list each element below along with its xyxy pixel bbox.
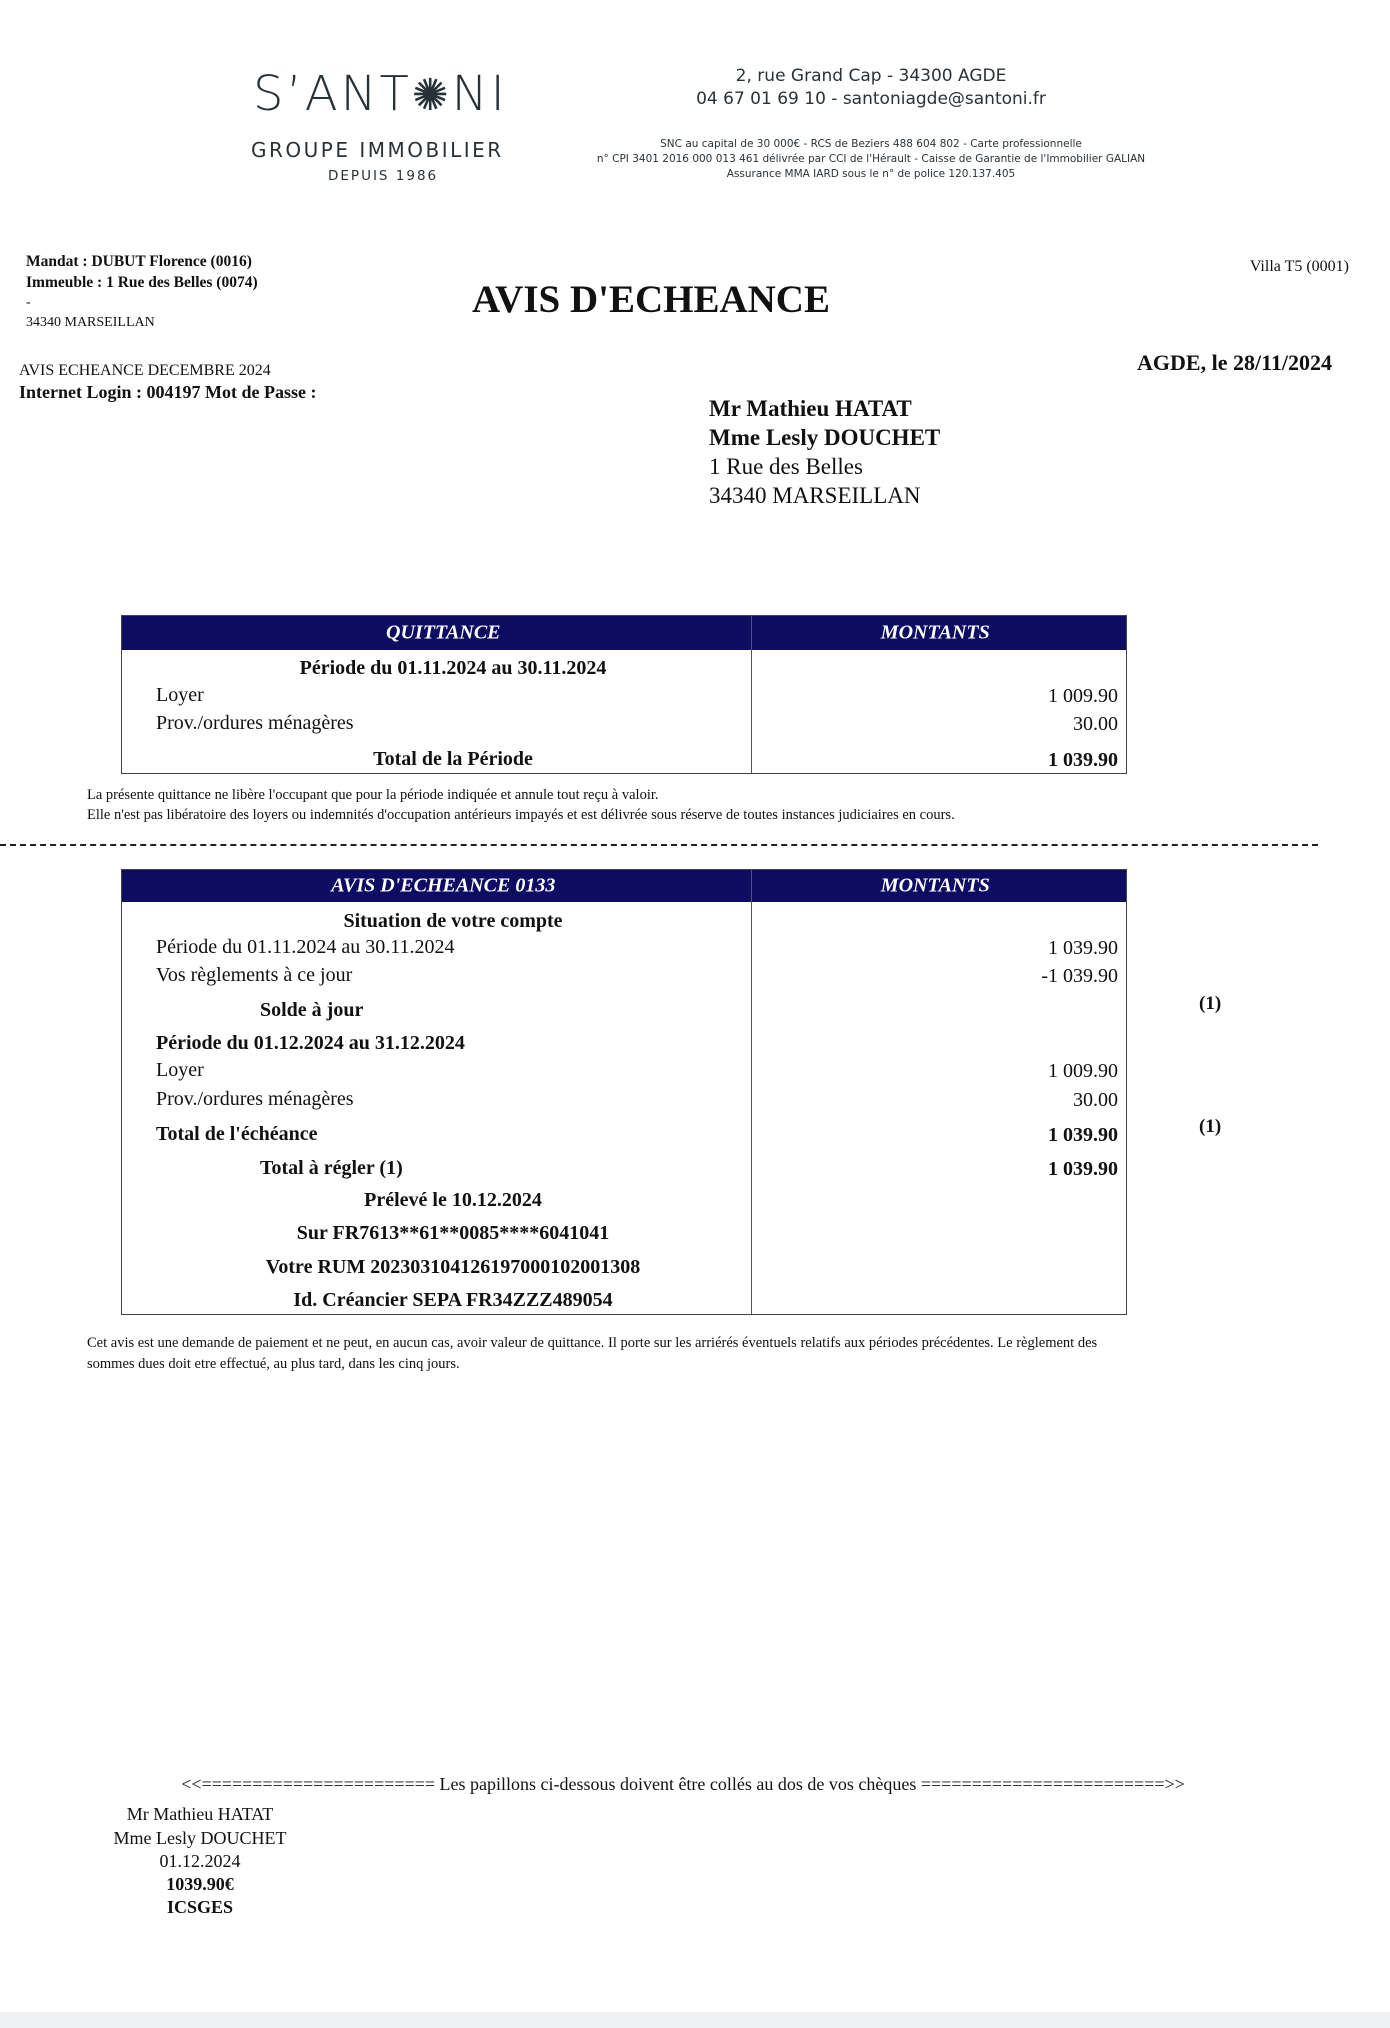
slip-name-1: Mr Mathieu HATAT xyxy=(126,1804,274,1824)
legal-line: n° CPI 3401 2016 000 013 461 délivrée par CCI de l'Hérault - Caisse de Garantie de l'Immobilier GALIAN xyxy=(596,153,1146,165)
header-avis: AVIS D'ECHEANCE 0133 xyxy=(331,874,556,897)
pay-amount: 1 039.90 xyxy=(1048,1158,1118,1180)
debit-date: Prélevé le 10.12.2024 xyxy=(364,1189,542,1211)
legal-line: SNC au capital de 30 000€ - RCS de Beziers 488 604 802 - Carte professionnelle xyxy=(660,138,1082,150)
header-montants: MONTANTS xyxy=(880,621,990,644)
quittance-period: Période du 01.11.2024 au 30.11.2024 xyxy=(299,657,607,679)
notice-label: AVIS ECHEANCE DECEMBRE 2024 xyxy=(19,362,271,379)
row-amount: 1 009.90 xyxy=(1048,1060,1118,1082)
header-montants: MONTANTS xyxy=(880,874,990,897)
lot-label: Villa T5 (0001) xyxy=(1249,258,1349,275)
building-city: 34340 MARSEILLAN xyxy=(26,315,155,330)
creditor-id: Id. Créancier SEPA FR34ZZZ489054 xyxy=(293,1289,613,1311)
row-label: Loyer xyxy=(156,1059,204,1081)
iban: Sur FR7613**61**0085****6041041 xyxy=(296,1222,610,1244)
row-label: Loyer xyxy=(156,684,204,706)
slip-instruction: <<======================= Les papillons ci-dessous doivent être collés au dos de vos chèques ========================>> xyxy=(181,1774,1185,1794)
quittance-note-1: La présente quittance ne libère l'occupant que pour la période indiquée et annule tout reçu à valoir. xyxy=(87,787,659,803)
total-note: (1) xyxy=(1199,1116,1222,1137)
rum: Votre RUM 20230310412619700010200130​8 xyxy=(265,1256,641,1278)
recipient-name-1: Mr Mathieu HATAT xyxy=(709,396,912,421)
logo-since: DEPUIS 1986 xyxy=(328,168,439,184)
company-logo: S’ANT✺NI xyxy=(253,66,508,122)
slip-code: ICSGES xyxy=(166,1897,234,1917)
cut-line xyxy=(0,844,1318,846)
quittance-note-2: Elle n'est pas libératoire des loyers ou indemnités d'occupation antérieurs impayés et est délivrée sous réserve de toutes instances judiciaires en cours. xyxy=(87,807,955,823)
agency-contact: 04 67 01 69 10 - santoniagde@santoni.fr xyxy=(696,89,1046,109)
row-amount: 1 009.90 xyxy=(1048,685,1118,707)
header-quittance: QUITTANCE xyxy=(386,621,501,644)
situation-heading: Situation de votre compte xyxy=(343,910,563,932)
sun-icon: ✺ xyxy=(411,70,452,121)
avis-note-2: sommes dues doit etre effectué, au plus tard, dans les cinq jours. xyxy=(87,1356,460,1372)
period-heading: Période du 01.12.2024 au 31.12.2024 xyxy=(156,1032,465,1054)
balance-note: (1) xyxy=(1199,993,1222,1014)
pay-label: Total à régler (1) xyxy=(260,1157,403,1179)
avis-note-1: Cet avis est une demande de paiement et ne peut, en aucun cas, avoir valeur de quittance. Il porte sur les arriérés éventuels relatifs aux périodes précédentes. Le règlement des xyxy=(87,1335,1098,1351)
page-title: AVIS D'ECHEANCE xyxy=(472,278,830,321)
slip-name-2: Mme Lesly DOUCHET xyxy=(113,1828,287,1848)
recipient-name-2: Mme Lesly DOUCHET xyxy=(709,425,941,450)
total-amount: 1 039.90 xyxy=(1048,1124,1118,1146)
avis-table xyxy=(121,869,1127,1315)
total-label: Total de la Période xyxy=(373,748,533,770)
row-amount: 30.00 xyxy=(1073,713,1118,735)
address-dash: - xyxy=(26,295,31,310)
slip-date: 01.12.2024 xyxy=(159,1851,241,1871)
recipient-city: 34340 MARSEILLAN xyxy=(709,483,921,508)
row-label: Prov./ordures ménagères xyxy=(156,1088,354,1110)
payments-label: Vos règlements à ce jour xyxy=(156,964,353,986)
row-amount: 30.00 xyxy=(1073,1089,1118,1111)
table-header xyxy=(122,616,1126,650)
mandat: Mandat : DUBUT Florence (0016) xyxy=(26,253,252,270)
legal-line: Assurance MMA IARD sous le n° de police 120.137.405 xyxy=(726,168,1016,180)
payments-amount: -1 039.90 xyxy=(1041,965,1118,987)
page-bottom-edge xyxy=(0,2012,1390,2028)
quittance-table xyxy=(121,615,1127,774)
prev-amount: 1 039.90 xyxy=(1048,937,1118,959)
prev-period: Période du 01.11.2024 au 30.11.2024 xyxy=(156,936,455,958)
total-label: Total de l'échéance xyxy=(156,1123,318,1145)
row-label: Prov./ordures ménagères xyxy=(156,712,354,734)
balance-label: Solde à jour xyxy=(260,999,364,1021)
slip-amount: 1039.90€ xyxy=(166,1874,234,1894)
total-amount: 1 039.90 xyxy=(1048,749,1118,771)
agency-address: 2, rue Grand Cap - 34300 AGDE xyxy=(735,66,1007,86)
immeuble: Immeuble : 1 Rue des Belles (0074) xyxy=(26,274,258,291)
table-header xyxy=(122,870,1126,902)
internet-login: Internet Login : 004197 Mot de Passe : xyxy=(19,382,317,402)
place-date: AGDE, le 28/11/2024 xyxy=(1137,350,1332,375)
recipient-street: 1 Rue des Belles xyxy=(709,454,863,479)
logo-tagline: GROUPE IMMOBILIER xyxy=(251,138,504,162)
